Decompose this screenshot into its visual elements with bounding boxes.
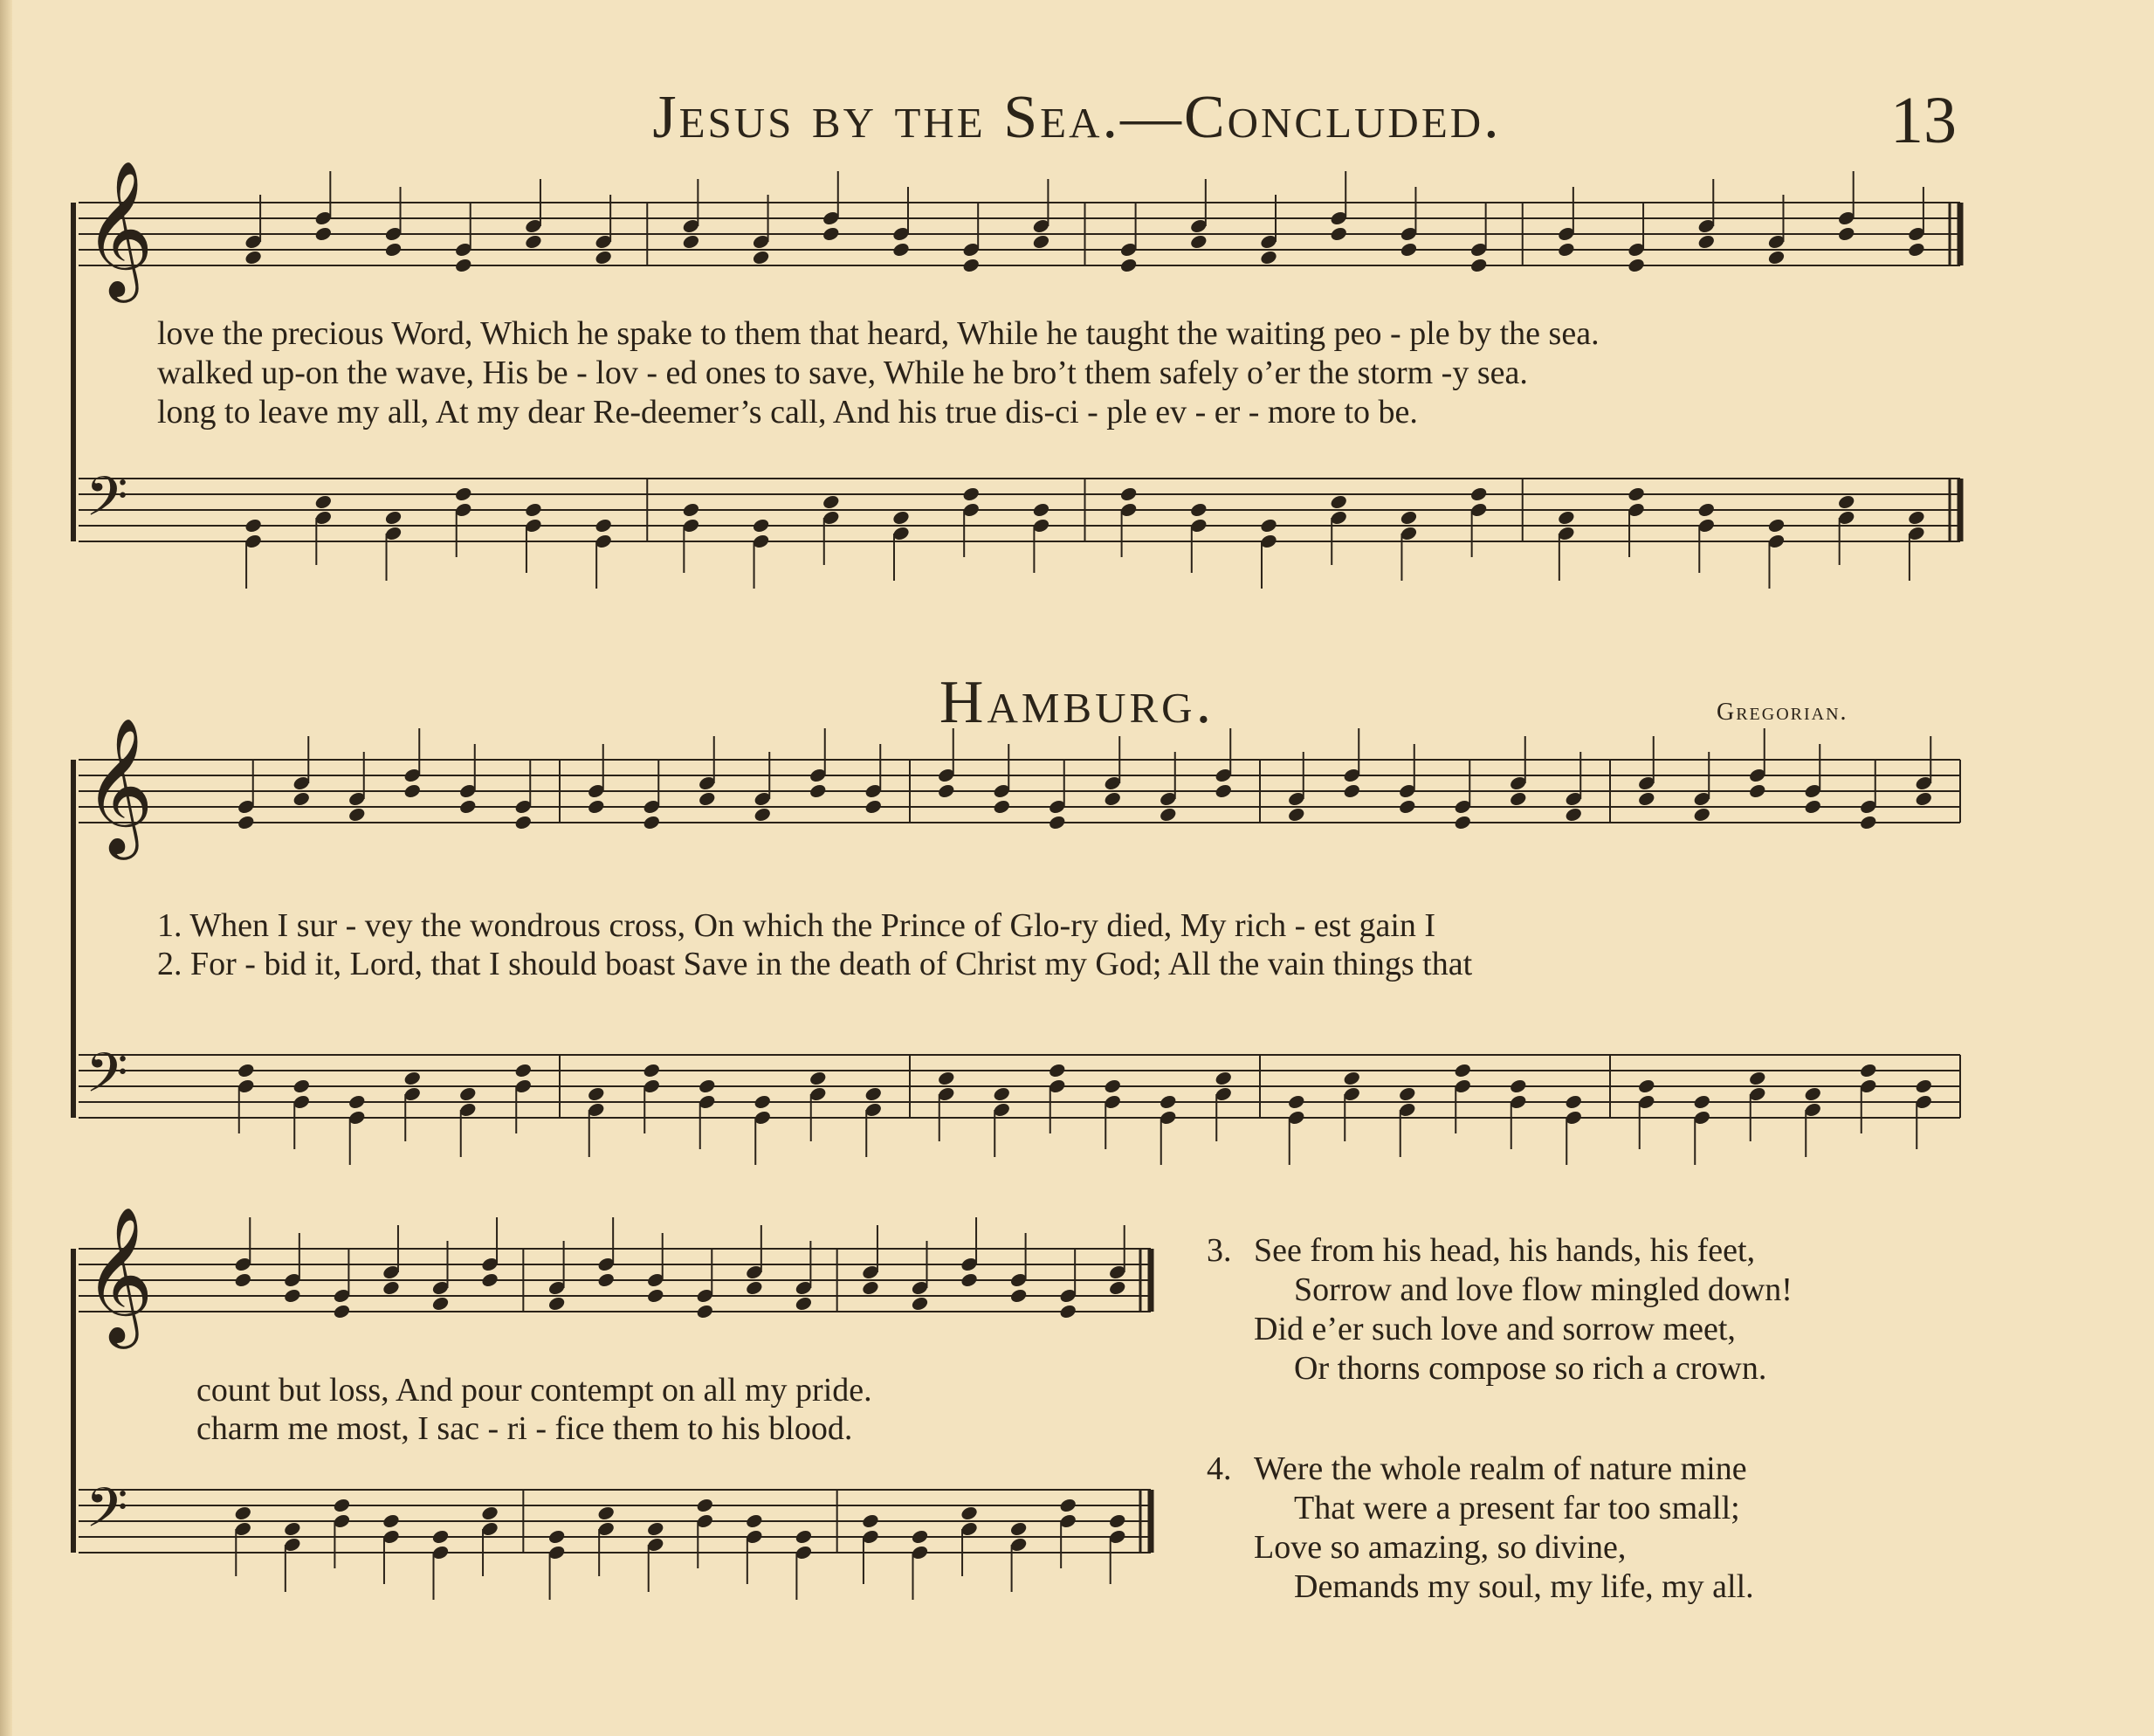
note-head — [809, 782, 828, 799]
note-head — [1009, 1287, 1029, 1304]
note-head — [244, 517, 263, 534]
note-head — [809, 1070, 828, 1086]
note-head — [524, 501, 543, 518]
note-head — [911, 1295, 930, 1312]
note-head — [1287, 806, 1306, 823]
note-head — [1692, 1093, 1711, 1110]
note-head — [1564, 1093, 1583, 1110]
note-head — [1189, 501, 1208, 518]
page-title: Jesus by the Sea.—Concluded. — [652, 84, 1502, 151]
note-head — [1214, 782, 1233, 799]
note-head — [384, 509, 403, 526]
note-head — [1031, 233, 1050, 250]
note-head — [822, 225, 841, 242]
note-head — [431, 1528, 451, 1545]
note-head — [237, 1062, 256, 1078]
note-head — [961, 486, 981, 502]
note-head — [1637, 1078, 1656, 1094]
note-head — [1907, 509, 1926, 526]
note-head — [1837, 225, 1856, 242]
note-head — [642, 814, 661, 830]
verse-line: Demands my soul, my life, my all. — [1294, 1568, 1754, 1605]
note-head — [1031, 501, 1050, 518]
note-head — [753, 806, 772, 823]
note-head — [1627, 257, 1646, 273]
note-head — [642, 1062, 661, 1078]
note-head — [1009, 1520, 1029, 1537]
note-head — [646, 1287, 665, 1304]
note-head — [1329, 225, 1348, 242]
verse-text: See from his head, his hands, his feet, — [1254, 1232, 1756, 1269]
note-head — [1398, 798, 1417, 815]
note-head — [454, 257, 473, 273]
note-head — [992, 1085, 1011, 1102]
clef-icon: 𝄞 — [84, 716, 154, 854]
note-head — [1509, 1078, 1528, 1094]
note-head — [384, 241, 403, 258]
note-head — [547, 1528, 567, 1545]
note-head — [861, 1512, 880, 1529]
note-head — [681, 501, 700, 518]
note-head — [1287, 1093, 1306, 1110]
note-head — [745, 1279, 764, 1296]
note-head — [937, 782, 956, 799]
note-head — [524, 233, 543, 250]
note-head — [1859, 814, 1878, 830]
note-head — [960, 1505, 979, 1521]
note-head — [292, 1078, 311, 1094]
note-head — [1564, 806, 1583, 823]
note-head — [1767, 249, 1786, 265]
note-head — [332, 1303, 351, 1319]
verse-line: Sorrow and love flow mingled down! — [1294, 1271, 1793, 1308]
note-head — [794, 1295, 813, 1312]
lyric-line-2: walked up-on the wave, His be - lov - ed ones to save, While he bro’t them safely o’er the storm -y sea. — [157, 355, 1528, 391]
note-head — [1398, 1085, 1417, 1102]
note-head — [1748, 782, 1767, 799]
hymn-lyric-3: count but loss, And pour contempt on all my pride. — [196, 1372, 872, 1409]
note-head — [1837, 493, 1856, 510]
verse-line: That were a present far too small; — [1294, 1490, 1740, 1526]
note-head — [1058, 1497, 1077, 1513]
note-head — [1400, 241, 1419, 258]
note-head — [1637, 790, 1656, 807]
note-head — [1108, 1512, 1127, 1529]
note-head — [861, 1279, 880, 1296]
verse-number: 4. — [1207, 1450, 1232, 1487]
clef-icon: 𝄢 — [86, 1041, 128, 1118]
note-head — [547, 1295, 567, 1312]
note-head — [1048, 1062, 1067, 1078]
note-head — [594, 249, 613, 265]
note-head — [1453, 814, 1472, 830]
note-head — [1259, 249, 1278, 265]
note-head — [992, 798, 1011, 815]
note-head — [594, 517, 613, 534]
note-head — [1058, 1303, 1077, 1319]
note-head — [822, 493, 841, 510]
note-head — [794, 1528, 813, 1545]
note-head — [382, 1512, 401, 1529]
note-head — [864, 1085, 883, 1102]
note-head — [403, 782, 422, 799]
composer-credit: Gregorian. — [1717, 699, 1848, 726]
note-head — [1914, 1078, 1933, 1094]
note-head — [1469, 257, 1489, 273]
note-head — [596, 1505, 616, 1521]
hymn-lyric-4: charm me most, I sac - ri - fice them to his blood. — [196, 1410, 853, 1447]
note-head — [513, 814, 533, 830]
verse-line: Or thorns compose so rich a crown. — [1294, 1350, 1767, 1387]
note-head — [891, 241, 911, 258]
note-head — [937, 1070, 956, 1086]
note-head — [891, 509, 911, 526]
note-head — [1259, 517, 1278, 534]
hymn-lyric-1: 1. When I sur - vey the wondrous cross, On which the Prince of Glo-ry died, My rich - est gain I — [157, 907, 1436, 944]
note-head — [454, 486, 473, 502]
note-head — [233, 1271, 252, 1288]
note-head — [1329, 493, 1348, 510]
note-head — [646, 1520, 665, 1537]
note-head — [752, 517, 771, 534]
note-head — [403, 1070, 422, 1086]
note-head — [1696, 233, 1716, 250]
note-head — [1692, 806, 1711, 823]
lyric-line-3: long to leave my all, At my dear Re-deemer’s call, And his true dis-ci - ple ev - er - more to be. — [157, 394, 1418, 431]
clef-icon: 𝄢 — [86, 465, 128, 541]
clef-icon: 𝄞 — [84, 159, 154, 297]
note-head — [596, 1271, 616, 1288]
note-head — [332, 1497, 351, 1513]
note-head — [480, 1505, 499, 1521]
verse-line — [1207, 1450, 1754, 1489]
verse-number: 3. — [1207, 1232, 1232, 1269]
note-head — [1119, 257, 1139, 273]
note-head — [1767, 517, 1786, 534]
note-head — [960, 1271, 979, 1288]
verse-3 — [1207, 1231, 1793, 1388]
note-head — [233, 1505, 252, 1521]
verse-line: Did e’er such love and sorrow meet, — [1254, 1311, 1736, 1347]
note-head — [752, 249, 771, 265]
note-head — [458, 798, 478, 815]
note-head — [1557, 509, 1576, 526]
note-head — [1048, 814, 1067, 830]
note-head — [1914, 790, 1933, 807]
hymn-title: Hamburg. — [939, 669, 1215, 736]
note-head — [1159, 1093, 1178, 1110]
note-head — [1214, 1070, 1233, 1086]
note-head — [313, 493, 333, 510]
note-head — [753, 1093, 772, 1110]
note-head — [292, 790, 311, 807]
note-head — [513, 1062, 533, 1078]
note-head — [480, 1271, 499, 1288]
note-head — [698, 790, 717, 807]
note-head — [244, 249, 263, 265]
note-head — [695, 1497, 714, 1513]
note-head — [698, 1078, 717, 1094]
note-head — [1103, 1078, 1122, 1094]
note-head — [1509, 790, 1528, 807]
note-head — [1119, 486, 1139, 502]
note-head — [1859, 1062, 1878, 1078]
note-head — [1696, 501, 1716, 518]
note-head — [911, 1528, 930, 1545]
note-head — [1803, 1085, 1822, 1102]
note-head — [1342, 1070, 1361, 1086]
note-head — [1469, 486, 1489, 502]
note-head — [1108, 1279, 1127, 1296]
note-head — [961, 257, 981, 273]
note-head — [283, 1287, 302, 1304]
page-number: 13 — [1890, 84, 1957, 157]
clef-icon: 𝄞 — [84, 1205, 154, 1343]
note-head — [431, 1295, 451, 1312]
note-head — [382, 1279, 401, 1296]
lyric-line-1: love the precious Word, Which he spake to them that heard, While he taught the waiting peo - ple by the sea. — [157, 315, 1600, 352]
note-head — [1400, 509, 1419, 526]
note-head — [348, 1093, 367, 1110]
note-head — [1342, 782, 1361, 799]
note-head — [681, 233, 700, 250]
note-head — [1907, 241, 1926, 258]
note-head — [348, 806, 367, 823]
note-head — [864, 798, 883, 815]
note-head — [587, 1085, 606, 1102]
note-head — [587, 798, 606, 815]
note-head — [1103, 790, 1122, 807]
clef-icon: 𝄢 — [86, 1476, 128, 1553]
verse-line: Love so amazing, so divine, — [1254, 1529, 1627, 1566]
hymn-lyric-2: 2. For - bid it, Lord, that I should boast Save in the death of Christ my God; All the vain things that — [157, 946, 1473, 982]
note-head — [283, 1520, 302, 1537]
note-head — [745, 1512, 764, 1529]
note-head — [1803, 798, 1822, 815]
note-head — [1627, 486, 1646, 502]
note-head — [1748, 1070, 1767, 1086]
note-head — [1557, 241, 1576, 258]
note-head — [695, 1303, 714, 1319]
note-head — [458, 1085, 478, 1102]
note-head — [237, 814, 256, 830]
note-head — [1159, 806, 1178, 823]
verse-4 — [1207, 1450, 1754, 1607]
note-head — [1453, 1062, 1472, 1078]
note-head — [313, 225, 333, 242]
verse-text: Were the whole realm of nature mine — [1254, 1450, 1747, 1487]
verse-line — [1207, 1231, 1793, 1271]
note-head — [1189, 233, 1208, 250]
